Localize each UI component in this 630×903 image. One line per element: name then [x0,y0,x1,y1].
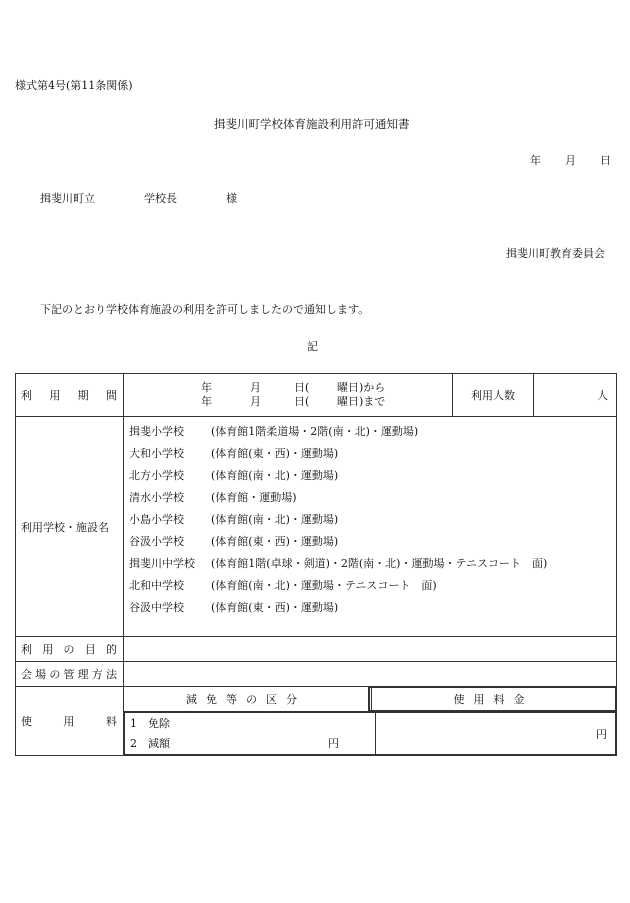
fee-options [125,713,376,755]
school-facilities: (体育館(東・西)・運動場) [211,601,339,614]
list-item [124,531,616,553]
facility-row [16,417,617,637]
fee-value-cell [124,712,617,756]
list-item [124,575,616,597]
purpose-value [124,637,617,662]
period-to-weekday: 曜日)まで [337,395,386,408]
list-item [124,465,616,487]
period-row [16,374,617,417]
ki-label: 記 [307,340,318,353]
school-facilities: (体育館(南・北)・運動場・テニスコート 面) [211,579,437,592]
period-label-cell [16,374,124,417]
period-to-month: 月 [250,395,261,408]
school-name: 谷汲中学校 [129,601,184,614]
period-to-year: 年 [201,395,212,408]
purpose-row [16,637,617,662]
school-name: 揖斐川中学校 [129,557,195,570]
fee-header-row [16,687,617,712]
period-value-cell [124,374,453,417]
school-facilities: (体育館1階柔道場・2階(南・北)・運動場) [211,425,419,438]
form-number: 様式第4号(第11条関係) [15,79,133,92]
period-from-weekday: 曜日)から [337,381,386,394]
purpose-label: 利 用 の 目 的 [21,643,117,656]
school-facilities: (体育館・運動場) [211,491,297,504]
date-year: 年 [530,154,541,167]
fee-amount-yen: 円 [376,713,616,755]
date-day: 日 [600,154,611,167]
list-item [124,421,616,443]
management-row [16,662,617,687]
fee-category-header: 減免等の区分 [124,687,369,712]
count-label: 利用人数 [453,374,534,417]
school-name: 大和小学校 [129,447,184,460]
school-name: 北方小学校 [129,469,184,482]
school-facilities: (体育館(南・北)・運動場) [211,469,339,482]
period-label: 利 用 期 間 [21,389,117,402]
fee-reduce-yen: 円 [328,736,339,750]
period-from-day: 日( [294,381,310,394]
school-facilities: (体育館(東・西)・運動場) [211,447,339,460]
fee-option-exempt: 1 免除 [130,716,170,730]
count-unit: 人 [534,374,617,417]
permit-table [15,373,617,756]
fee-amount-header-cell [369,687,617,712]
school-facilities: (体育館(東・西)・運動場) [211,535,339,548]
addressee-school-suffix: 学校長 [144,192,177,205]
school-name: 北和中学校 [129,579,184,592]
management-label-cell [16,662,124,687]
date-month: 月 [565,154,576,167]
list-item [124,509,616,531]
fee-option-reduce-row [130,734,375,754]
body-text: 下記のとおり学校体育施設の利用を許可しましたので通知します。 [40,303,370,316]
school-name: 谷汲小学校 [129,535,184,548]
list-item [124,553,616,575]
school-name: 小島小学校 [129,513,184,526]
fee-label: 使 用 料 [21,715,117,728]
school-facilities: (体育館(南・北)・運動場) [211,513,339,526]
addressee-prefix: 揖斐川町立 [40,192,95,205]
facility-label: 利用学校・施設名 [16,417,124,637]
period-from-year: 年 [201,381,212,394]
document-title: 揖斐川町学校体育施設利用許可通知書 [214,117,410,131]
school-name: 清水小学校 [129,491,184,504]
management-value [124,662,617,687]
period-to [124,395,452,409]
purpose-label-cell [16,637,124,662]
list-item [124,487,616,509]
management-label: 会 場 の 管 理 方 法 [21,668,117,681]
list-item [124,443,616,465]
period-from [124,381,452,395]
school-name: 揖斐小学校 [129,425,184,438]
list-item [124,597,616,619]
fee-label-cell [16,687,124,756]
period-from-month: 月 [250,381,261,394]
sender: 揖斐川町教育委員会 [506,247,605,260]
facility-list [124,417,617,637]
period-to-day: 日( [294,395,310,408]
addressee-honorific: 様 [226,192,237,205]
school-facilities: (体育館1階(卓球・剣道)・2階(南・北)・運動場・テニスコート 面) [211,557,548,570]
fee-option-reduce: 2 減額 [130,736,170,750]
fee-amount-header: 使用料金 [372,688,616,711]
